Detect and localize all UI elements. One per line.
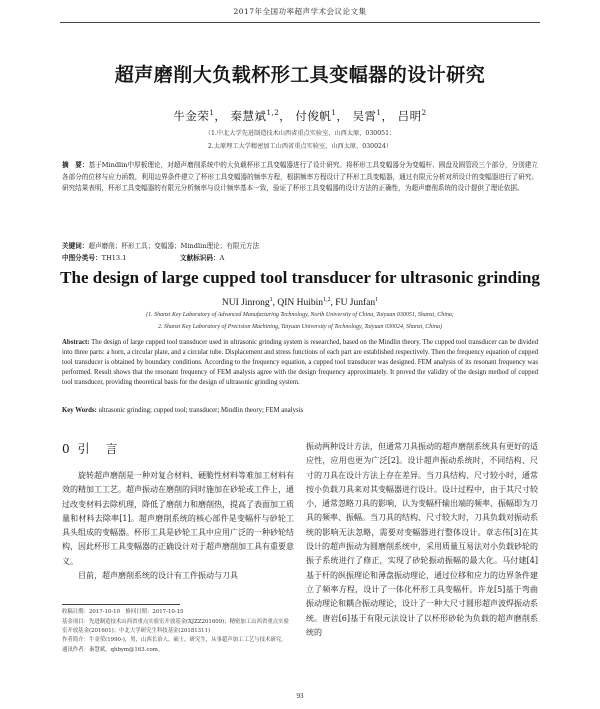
abstract-text: 基于Mindlin中厚板理论，对超声磨削系统中的大负载杯形工具变幅器进行了设计研究。将杯形工具变幅器分为变幅杆、圆盘及圆管段三个部分，分别建立各部分的位移与应力函数，利用边界条件建立了杯形工具变幅器的频率方程，根据频率方程设计了杯形工具变幅器，通过有限元分析对所设计的变幅器进行了研究。研究结果表明，杯形工具变幅器的有限元分析频率与设计频率基本一致，验证了杯形工具变幅器的设计方法的正确性，为超声磨削系统的设计提供了理论依据。 (62, 161, 538, 193)
chinese-title: 超声磨削大负载杯形工具变幅器的设计研究 (114, 64, 486, 86)
body-paragraph: 目前，超声磨削系统的设计有工件振动与刀具 (78, 571, 238, 581)
clc-code: TH13.1 (101, 254, 127, 262)
author-name: NUI Jinrong (221, 298, 270, 309)
author-affiliation-mark: 1 (375, 297, 379, 303)
body-paragraph: 旋转超声磨削是一种对复合材料、硬脆性材料等难加工材料有效的精加工工艺。超声振动在磨削的同时施加在砂轮或工件上，通过改变材料去除机理，降低了磨削力和磨削热，提高了表面加工质量和材料去除率[1]。超声磨削系统的核心部件是变幅杆与砂轮工具头组成的变幅器。杯形工具是砂轮工具中应用广泛的一种砂轮结构，因此杯形工具变幅器的正确设计对于超声磨削加工具有重要意义。 (62, 471, 294, 566)
footnote-corresponding: 通讯作者：秦慧斌，qhbym@163.com。 (62, 646, 164, 653)
footnote-funding: 基金项目：先进制造技术山西省重点实验室开放基金(XJZZ201609)；精密加工山西省重点实验室开放基金(201601)；中北大学研究生科技基金(20181311) (62, 618, 289, 634)
section-number: 0 (62, 442, 72, 456)
author-name: 吴霄 (352, 109, 377, 123)
author-name: FU Junfan (335, 298, 376, 309)
chinese-affiliation-1: （1.中北大学先进制造技术山西省重点实验室，山西太原，030051； (204, 130, 396, 137)
author-affiliation-mark: 1 (331, 109, 337, 118)
author-affiliation-mark: 1,2 (266, 109, 280, 118)
keywords-label: 关键词： (62, 242, 89, 250)
left-column (62, 440, 294, 583)
english-authors: NUI Jinrong$^1$, QIN Huibin$^{1,2}$, FU Junfan$^1$ (221, 297, 379, 309)
author-affiliation-mark: 1,2 (323, 297, 331, 303)
clc-label: 中图分类号： (62, 254, 102, 262)
doc-code-value: A (219, 254, 225, 262)
footnote-author-bio: 作者简介：牛金荣(1990-)，男，山西长治人，硕士，研究生，从事超声加工工艺与技术研究。 (62, 637, 287, 643)
english-keywords (62, 407, 538, 414)
author-name: QIN Huibin (277, 298, 324, 309)
english-affiliation-1: (1. Shanxi Key Laboratory of Advanced Manufacturing Technology, North University of China, Taiyuan 030051, Shanxi, China; (146, 312, 454, 318)
keywords-text: 超声磨削；杯形工具；变幅器；Mindlin理论；有限元方法 (88, 242, 260, 250)
document-code (180, 252, 224, 262)
section-heading (62, 440, 294, 457)
author-affiliation-mark: 1 (269, 297, 273, 303)
english-title: The design of large cupped tool transducer for ultrasonic grinding (60, 268, 540, 287)
author-name: 吕明 (397, 109, 422, 123)
abstract-text: The design of large cupped tool transducer used in ultrasonic grinding system is researched, based on the Mindlin theory. The cupped tool transducer can be divided into three parts: a horn, a circular plate, and a circular tube. Displacement and stress functions of each part are established respectively. Then the frequency equation of cupped tool transducer is obtained by boundary conditions. According to the frequency equation, a cupped tool transducer was designed. FEM analysis of its resonant frequency was performed. Result shows that the resonant frequency of FEM analysis agree with the design frequency approximately. It proved the validity of the design method of cupped tool transducer, providing theoretical basis for the design of ultrasonic grinding system. (62, 339, 538, 387)
english-abstract (62, 338, 538, 388)
chinese-authors: 牛金荣$^1$， 秦慧斌$^{1,2}$， 付俊帆$^1$， 吴霄$^1$， 吕明$^2$ (173, 109, 427, 123)
author-affiliation-mark: 1 (376, 109, 382, 118)
footnotes (62, 608, 294, 655)
keywords-text: ultrasonic grinding; cupped tool; transducer; Mindlin theory; FEM analysis (98, 407, 304, 414)
abstract-label: Abstract: (62, 339, 90, 346)
author-name: 秦慧斌 (230, 109, 267, 123)
author-name: 付俊帆 (295, 109, 332, 123)
author-affiliation-mark: 1 (209, 109, 215, 118)
keywords-label: Key Words: (62, 407, 97, 414)
doc-code-label: 文献标识码： (180, 254, 220, 262)
section-title: 引 言 (77, 442, 120, 456)
author-affiliation-mark: 2 (421, 109, 427, 118)
footnote-received: 收稿日期：2017-10-10 修回日期：2017-10-15 (62, 609, 184, 615)
chinese-affiliation-2: 2.太原理工大学精密加工山西省重点实验室，山西太原，030024） (207, 143, 393, 150)
footnote-rule (62, 604, 180, 605)
classification-line (62, 252, 538, 262)
chinese-keywords (62, 240, 538, 250)
right-column: 振动两种设计方法，但通常刀具振动的超声磨削系统具有更好的适应性，应用也更为广泛[2]。设计超声振动系统时，不同结构、尺寸的刀具在设计方法上存在差异。当刀具结构、尺寸较小时，通常按小负载刀具来对其变幅器进行设计。设计过程中，由于其尺寸较小，通常忽略刀具的影响，认为变幅杆输出端的频率、振幅即为刀具的频率、振幅。当刀具的结构、尺寸较大时，刀具负载对振动系统的影响无法忽略，需要对变幅器进行整体设计。章志伟[3]在其设计的超声振动为圆磨削系统中，采用质量互易法对小负载砂轮的振子系统进行了修正，实现了砂轮振动振幅的最大化。马付建[4]基于杆的纵振理论和薄盘振动理论，通过位移和应力的边界条件建立了频率方程，设计了一体化杯形工具变幅杆。许龙[5]基于弯曲振动理论和耦合振动理论，设计了一种大尺寸圆形超声波焊振动系统。唐岩[6]基于有限元法设计了以杯形砂轮为负载的超声磨削系统的 (306, 442, 538, 637)
abstract-label: 摘 要： (62, 161, 89, 169)
chinese-abstract (62, 160, 538, 195)
header-rule (60, 22, 540, 23)
author-name: 牛金荣 (173, 109, 210, 123)
english-affiliation-2: 2. Shanxi Key Laboratory of Precision Machining, Taiyuan University of Technology, Taiyuan 030024, Shanxi, China) (158, 324, 442, 330)
running-header: 2017年全国功率超声学术会议论文集 (233, 7, 367, 16)
page-number: 93 (296, 692, 304, 700)
